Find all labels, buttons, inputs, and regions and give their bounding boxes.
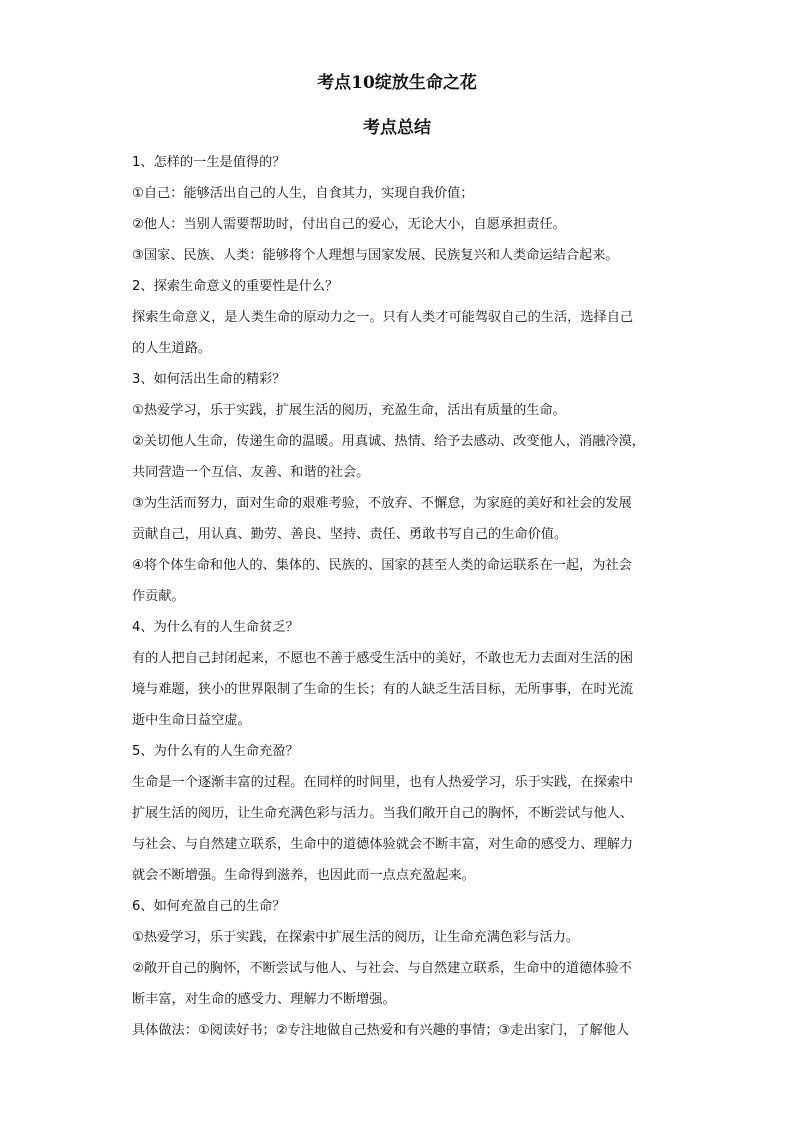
body-line: 6、如何充盈自己的生命？ [132, 899, 286, 914]
body-line: ①热爱学习，乐于实践，在探索中扩展生活的阅历，让生命充满色彩与活力。 [132, 930, 580, 945]
body-line: ③为生活而努力，面对生命的艰难考验，不放弃、不懈怠，为家庭的美好和社会的发展 [132, 496, 632, 511]
document-subtitle: 考点总结 [363, 118, 431, 138]
body-line: ②关切他人生命，传递生命的温暖。用真诚、热情、给予去感动、改变他人，消融冷漠， [132, 434, 645, 449]
body-line: ②敞开自己的胸怀，不断尝试与他人、与社会、与自然建立联系，生命中的道德体验不 [132, 961, 632, 976]
body-line: 的人生道路。 [132, 341, 212, 356]
body-line: 作贡献。 [132, 589, 185, 604]
body-line: 境与难题，狭小的世界限制了生命的生长；有的人缺乏生活目标，无所事事，在时光流 [132, 682, 634, 697]
body-line: 4、为什么有的人生命贫乏？ [132, 620, 299, 635]
body-line: 具体做法：①阅读好书；②专注地做自己热爱和有兴趣的事情；③走出家门，了解他人 [132, 1023, 630, 1038]
body-line: 贡献自己，用认真、勤劳、善良、坚持、责任、勇敢书写自己的生命价值。 [132, 527, 568, 542]
body-line: ③国家、民族、人类：能够将个人理想与国家发展、民族复兴和人类命运结合起来。 [132, 248, 619, 263]
body-line: 有的人把自己封闭起来，不愿也不善于感受生活中的美好，不敢也无力去面对生活的困 [132, 651, 634, 666]
body-line: 就会不断增强。生命得到滋养，也因此而一点点充盈起来。 [132, 868, 475, 883]
body-line: 2、探索生命意义的重要性是什么？ [132, 279, 339, 294]
body-line: ④将个体生命和他人的、集体的、民族的、国家的甚至人类的命运联系在一起，为社会 [132, 558, 632, 573]
body-line: ①热爱学习，乐于实践，扩展生活的阅历，充盈生命，活出有质量的生命。 [132, 403, 566, 418]
body-line: 3、如何活出生命的精彩？ [132, 372, 286, 387]
body-line: 逝中生命日益空虚。 [132, 713, 251, 728]
body-line: 断丰富，对生命的感受力、理解力不断增强。 [132, 992, 396, 1007]
body-line: 探索生命意义，是人类生命的原动力之一。只有人类才可能驾驭自己的生活，选择自己 [132, 310, 634, 325]
body-line: ②他人：当别人需要帮助时，付出自己的爱心，无论大小，自愿承担责任。 [132, 217, 566, 232]
body-line: 与社会、与自然建立联系，生命中的道德体验就会不断丰富，对生命的感受力、理解力 [132, 837, 634, 852]
body-line: 1、怎样的一生是值得的？ [132, 155, 286, 170]
document-title: 考点10绽放生命之花 [317, 73, 477, 93]
body-line: 生命是一个逐渐丰富的过程。在同样的时间里，也有人热爱学习，乐于实践，在探索中 [132, 775, 634, 790]
body-line: 5、为什么有的人生命充盈？ [132, 744, 299, 759]
body-line: 扩展生活的阅历，让生命充满色彩与活力。当我们敞开自己的胸怀，不断尝试与他人、 [132, 806, 634, 821]
document-body [132, 147, 664, 1046]
body-line: 共同营造一个互信、友善、和谐的社会。 [132, 465, 370, 480]
body-line: ①自己：能够活出自己的人生，自食其力，实现自我价值； [132, 186, 474, 201]
